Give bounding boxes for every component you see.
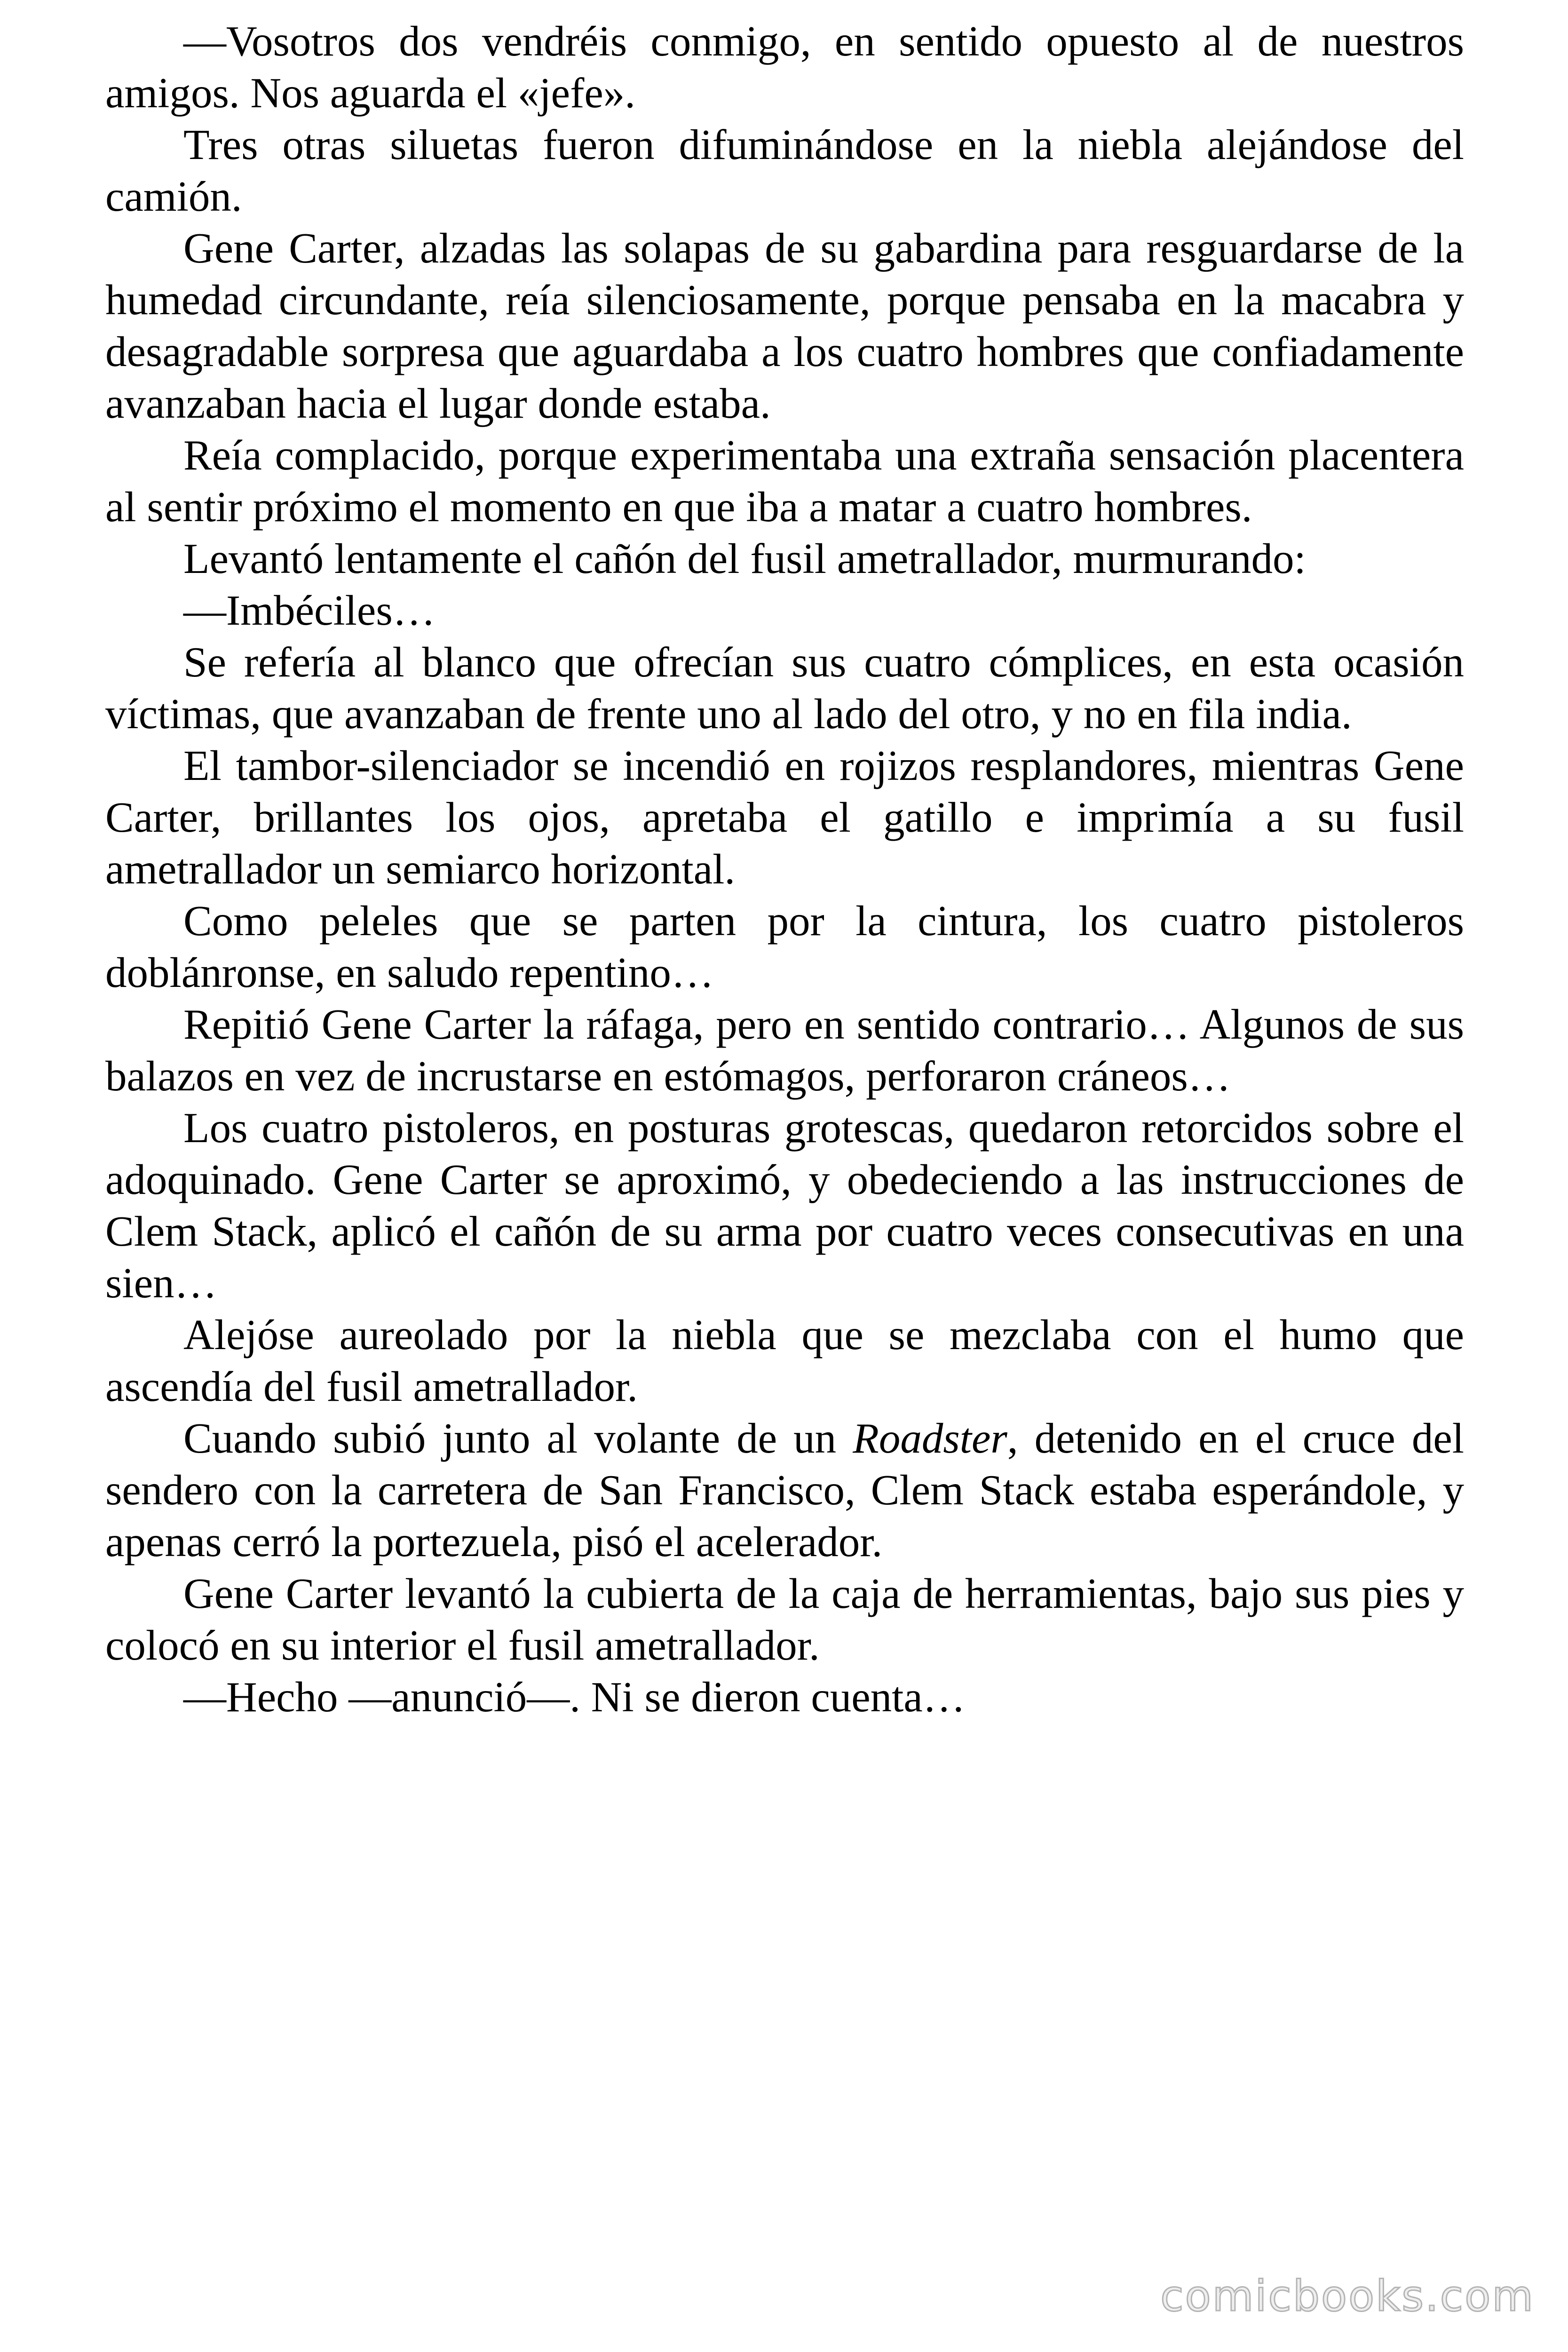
text-line: Gene Carter levantó la cubierta de la caja de herramientas, bajo sus pies y: [183, 1570, 1464, 1617]
text-line: —Imbéciles…: [183, 587, 436, 634]
paragraph: [105, 429, 1464, 533]
text-line: Gene Carter, alzadas las solapas de su gabardina para resguardarse de la: [183, 224, 1464, 272]
text-line: sien…: [105, 1259, 217, 1307]
text-line: colocó en su interior el fusil ametrallador.: [105, 1621, 820, 1669]
paragraph: [105, 895, 1464, 999]
paragraph: [105, 636, 1464, 740]
paragraph: [105, 16, 1464, 119]
text-line: al sentir próximo el momento en que iba a matar a cuatro hombres.: [105, 483, 1252, 531]
text-line: Tres otras siluetas fueron difuminándose en la niebla alejándose del: [183, 121, 1464, 168]
text-line: [105, 1413, 1464, 1464]
paragraph: [105, 585, 1464, 636]
text-line: Los cuatro pistoleros, en posturas grotescas, quedaron retorcidos sobre el: [183, 1104, 1464, 1152]
text-line: amigos. Nos aguarda el «jefe».: [105, 69, 636, 117]
paragraph: [105, 119, 1464, 222]
text-line: —Vosotros dos vendréis conmigo, en sentido opuesto al de nuestros: [183, 17, 1464, 65]
text-line: humedad circundante, reía silenciosamente, porque pensaba en la macabra y: [105, 276, 1464, 324]
text-line: doblánronse, en saludo repentino…: [105, 949, 714, 996]
text-line: avanzaban hacia el lugar donde estaba.: [105, 380, 771, 427]
paragraph: [105, 1309, 1464, 1413]
text-line: ametrallador un semiarco horizontal.: [105, 845, 736, 893]
text-line: sendero con la carretera de San Francisco, Clem Stack estaba esperándole, y: [105, 1466, 1464, 1514]
page-text: [105, 16, 1464, 1723]
text-line: —Hecho —anunció—. Ni se dieron cuenta…: [183, 1673, 966, 1721]
text-line: Reía complacido, porque experimentaba una extraña sensación placentera: [183, 431, 1464, 479]
paragraph: [105, 1671, 1464, 1723]
paragraph: [105, 533, 1464, 585]
text-line: Se refería al blanco que ofrecían sus cuatro cómplices, en esta ocasión: [183, 638, 1464, 686]
text-line: Carter, brillantes los ojos, apretaba el gatillo e imprimía a su fusil: [105, 794, 1464, 841]
text-line: ascendía del fusil ametrallador.: [105, 1363, 638, 1410]
text-run: Cuando subió junto al volante de un: [183, 1414, 853, 1462]
text-line: Alejóse aureolado por la niebla que se mezclaba con el humo que: [183, 1311, 1464, 1359]
paragraph: [105, 1568, 1464, 1671]
text-line: Repitió Gene Carter la ráfaga, pero en sentido contrario… Algunos de sus: [183, 1001, 1464, 1048]
paragraph: [105, 222, 1464, 429]
text-line: víctimas, que avanzaban de frente uno al lado del otro, y no en fila india.: [105, 690, 1352, 738]
text-line: Clem Stack, aplicó el cañón de su arma por cuatro veces consecutivas en una: [105, 1208, 1464, 1255]
text-line: El tambor-silenciador se incendió en rojizos resplandores, mientras Gene: [183, 742, 1464, 789]
text-line: balazos en vez de incrustarse en estómagos, perforaron cráneos…: [105, 1052, 1231, 1100]
text-line: Levantó lentamente el cañón del fusil ametrallador, murmurando:: [183, 535, 1306, 582]
text-line: apenas cerró la portezuela, pisó el acelerador.: [105, 1518, 883, 1565]
italic-car-name: Roadster: [853, 1414, 1007, 1462]
watermark-logo: comicbooks.com: [1160, 2272, 1535, 2321]
text-line: Como peleles que se parten por la cintura, los cuatro pistoleros: [183, 897, 1464, 945]
paragraph: [105, 1413, 1464, 1568]
text-line: camión.: [105, 173, 242, 220]
paragraph: [105, 1102, 1464, 1309]
text-line: adoquinado. Gene Carter se aproximó, y obedeciendo a las instrucciones de: [105, 1156, 1464, 1203]
paragraph: [105, 740, 1464, 895]
paragraph: [105, 999, 1464, 1102]
text-line: desagradable sorpresa que aguardaba a los cuatro hombres que confiadamente: [105, 328, 1464, 375]
text-run: , detenido en el cruce del: [1007, 1414, 1464, 1462]
